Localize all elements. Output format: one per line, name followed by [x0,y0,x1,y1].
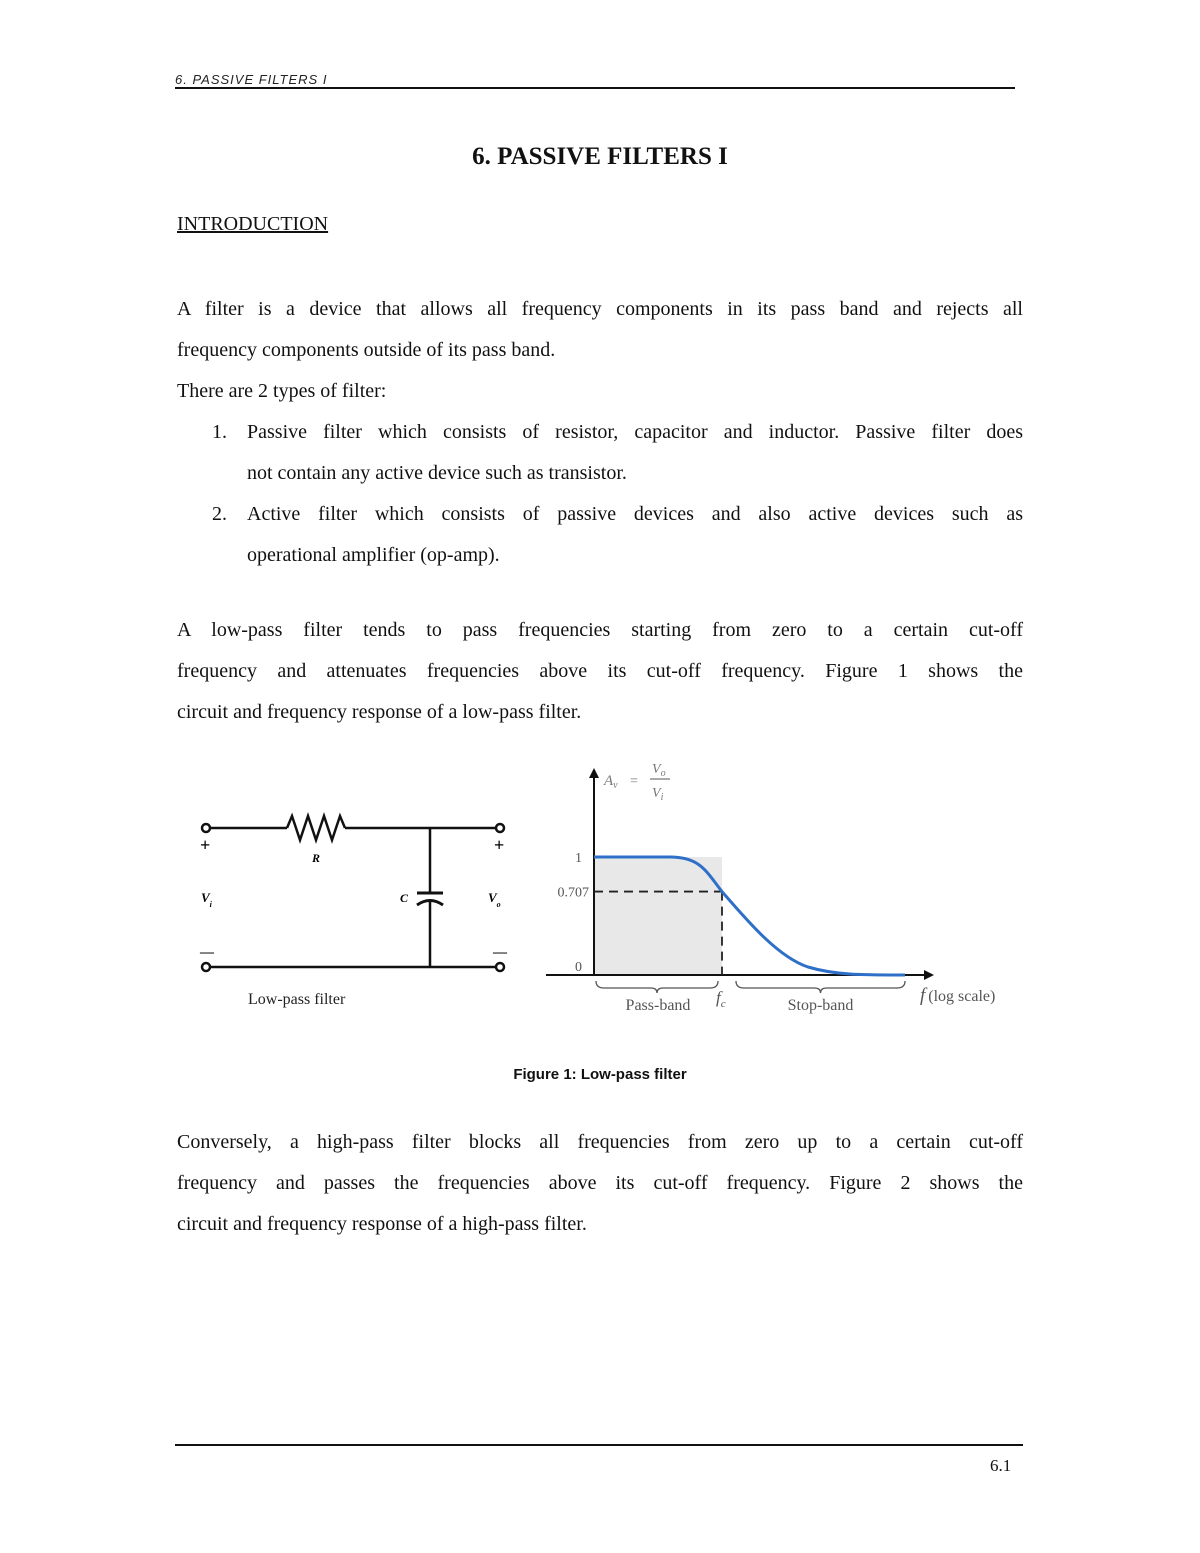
y-axis-label [603,762,670,803]
y-axis-a-sub: v [613,780,618,791]
frequency-response-chart [546,762,995,1014]
y-axis-den-letter: V [652,786,661,801]
list-item-line-1: Passive filter which consists of resistor, capacitor and inductor. Passive filter does [247,421,1023,443]
footer-rule [175,1444,1023,1446]
resistor-label: R [312,851,321,865]
header-rule [175,87,1015,89]
cutoff-f: f [716,988,721,1007]
output-minus: — [493,945,507,960]
x-axis-label [920,985,995,1006]
y-axis-denominator [652,786,664,803]
section-heading: INTRODUCTION [177,213,329,235]
capacitor-label: C [400,891,409,905]
y-axis-equals: = [630,774,638,789]
y-axis-a [603,773,618,791]
lowpass-figure [0,740,1200,1040]
pass-band-shade [594,857,722,975]
x-axis-f: f [920,985,926,1006]
input-voltage-label [201,890,213,909]
list-item [177,412,1023,494]
x-axis-scale: (log scale) [928,988,996,1005]
output-voltage-label [488,890,501,909]
lowpass-line-1: A low-pass filter tends to pass frequencies starting from zero to a certain cut-off [177,619,1023,641]
y-axis-a-letter: A [604,773,614,789]
y-tick-label: 0 [575,960,582,975]
cutoff-sub: c [720,998,726,1010]
highpass-line-3: circuit and frequency response of a high-pass filter. [177,1213,587,1235]
output-voltage-sub: o [496,900,501,909]
x-axis-arrow [924,970,934,980]
pass-band-brace [596,981,718,993]
highpass-line-1: Conversely, a high-pass filter blocks all frequencies from zero up to a certain cut-off [177,1131,1023,1153]
output-terminal-bottom [496,963,504,971]
y-tick-label: 0.707 [557,885,589,901]
list-number: 2. [212,503,227,525]
lowpass-line-3: circuit and frequency response of a low-pass filter. [177,701,582,723]
cutoff-frequency-label [716,988,726,1010]
intro-paragraph [177,289,1023,412]
list-item-line-2: not contain any active device such as transistor. [247,462,627,484]
types-intro: There are 2 types of filter: [177,380,387,402]
input-voltage-v: V [201,890,210,905]
list-number: 1. [212,421,227,443]
intro-line-2: frequency components outside of its pass band. [177,339,556,361]
y-axis-num-letter: V [652,762,661,777]
output-plus: + [494,835,505,855]
page-title: 6. PASSIVE FILTERS I [472,143,728,170]
figure-caption: Figure 1: Low-pass filter [513,1066,687,1083]
output-terminal-top [496,824,504,832]
input-minus: — [200,945,214,960]
output-voltage-v: V [488,890,497,905]
y-axis-num-sub: o [660,768,666,779]
lowpass-paragraph [177,610,1023,733]
y-axis-numerator [652,762,666,779]
circuit-caption: Low-pass filter [248,991,346,1008]
input-voltage-sub: i [209,900,212,909]
y-axis-arrow [589,768,599,778]
intro-line-1: A filter is a device that allows all frequency components in its pass band and rejects all [177,298,1023,320]
input-plus: + [200,835,211,855]
list-item-line-1: Active filter which consists of passive devices and also active devices such as [247,503,1023,525]
highpass-line-2: frequency and passes the frequencies above its cut-off frequency. Figure 2 shows the [177,1172,1023,1194]
stop-band-brace [736,981,905,993]
stop-band-label: Stop-band [787,997,854,1014]
pass-band-label: Pass-band [625,997,691,1014]
lowpass-line-2: frequency and attenuates frequencies above its cut-off frequency. Figure 1 shows the [177,660,1023,682]
y-tick-label: 1 [575,851,582,866]
filter-types-list [177,412,1023,576]
lowpass-circuit [202,816,504,971]
resistor-icon [287,816,345,840]
input-terminal-bottom [202,963,210,971]
page-number: 6.1 [990,1456,1012,1475]
input-terminal-top [202,824,210,832]
list-item-line-2: operational amplifier (op-amp). [247,544,500,566]
list-item [177,494,1023,576]
running-header: 6. PASSIVE FILTERS I [175,72,328,87]
highpass-paragraph [177,1122,1023,1245]
y-axis-den-sub: i [660,792,664,803]
